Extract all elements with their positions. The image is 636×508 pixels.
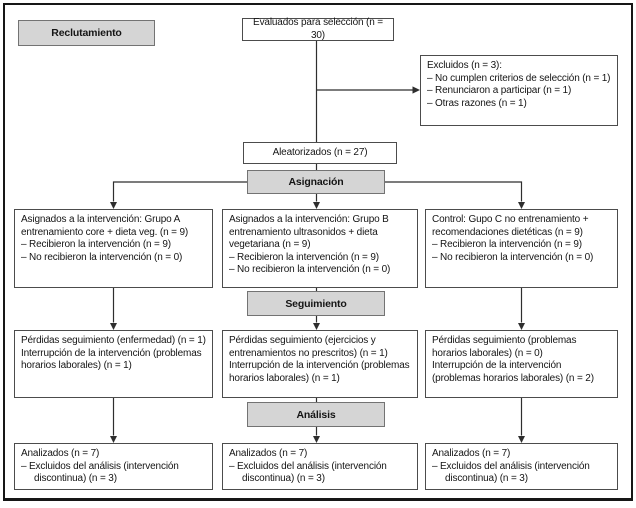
- followup-c-line: Interrupción de la intervención (problemas horarios laborales) (n = 2): [432, 360, 594, 384]
- group-a-title: Asignados a la intervención: Grupo A entrenamiento core + dieta veg. (n = 9): [21, 214, 189, 238]
- arrowhead-group-a: [110, 202, 117, 209]
- excluded-item: – Renunciaron a participar (n = 1): [427, 85, 572, 97]
- box-analyzed-c: [425, 443, 618, 490]
- box-followup-b: [222, 330, 418, 398]
- group-c-title: Control: Gupo C no entrenamiento + recomendaciones dietéticas (n = 9): [432, 214, 589, 238]
- group-a-item: – Recibieron la intervención (n = 9): [21, 239, 171, 251]
- arrowhead-followup-b: [313, 323, 320, 330]
- followup-c-line: Pérdidas seguimiento (problemas horarios laborales) (n = 0): [432, 335, 577, 359]
- group-b-item: – No recibieron la intervención (n = 0): [229, 264, 391, 276]
- arrowhead-followup-c: [518, 323, 525, 330]
- box-excluded: [420, 55, 618, 126]
- analyzed-a-title: Analizados (n = 7): [21, 448, 100, 459]
- followup-b-line: Pérdidas seguimiento (ejercicios y entrenamientos no prescritos) (n = 1): [229, 335, 388, 359]
- excluded-item: – No cumplen criterios de selección (n = 1): [427, 72, 611, 84]
- arrowhead-followup-a: [110, 323, 117, 330]
- box-evaluated: Evaluados para selección (n = 30): [242, 18, 394, 41]
- stage-assignment: Asignación: [247, 170, 385, 194]
- box-analyzed-b: [222, 443, 418, 490]
- group-c-item: – No recibieron la intervención (n = 0): [432, 251, 594, 263]
- arrowhead-analyzed-a: [110, 436, 117, 443]
- group-b-item: – Recibieron la intervención (n = 9): [229, 251, 379, 263]
- group-a-item: – No recibieron la intervención (n = 0): [21, 251, 183, 263]
- box-group-b: [222, 209, 418, 288]
- followup-b-line: Interrupción de la intervención (problemas horarios laborales) (n = 1): [229, 360, 410, 384]
- stage-analysis: Análisis: [247, 402, 385, 427]
- stage-recruitment: Reclutamiento: [18, 20, 155, 46]
- box-followup-c: [425, 330, 618, 398]
- connector-assignment-group-a: [114, 182, 249, 202]
- stage-follow-up: Seguimiento: [247, 291, 385, 316]
- box-randomized: Aleatorizados (n = 27): [243, 142, 397, 164]
- analyzed-b-title: Analizados (n = 7): [229, 448, 308, 459]
- analyzed-c-title: Analizados (n = 7): [432, 448, 511, 459]
- excluded-item: – Otras razones (n = 1): [427, 97, 527, 109]
- arrowhead-excluded: [413, 86, 421, 93]
- box-group-a: [14, 209, 213, 288]
- excluded-title: Excluidos (n = 3):: [427, 60, 502, 71]
- analyzed-c-item: – Excluidos del análisis (intervención discontinua) (n = 3): [432, 460, 590, 485]
- connector-assignment-group-c: [384, 182, 522, 202]
- arrowhead-analyzed-b: [313, 436, 320, 443]
- arrowhead-analyzed-c: [518, 436, 525, 443]
- analyzed-b-item: – Excluidos del análisis (intervención discontinua) (n = 3): [229, 460, 387, 485]
- group-b-title: Asignados a la intervención: Grupo B entrenamiento ultrasonidos + dieta vegetariana (n = 9): [229, 214, 389, 251]
- arrowhead-group-b: [313, 202, 320, 209]
- box-followup-a: [14, 330, 213, 398]
- box-group-c: [425, 209, 618, 288]
- followup-a-line: Pérdidas seguimiento (enfermedad) (n = 1): [21, 335, 206, 346]
- followup-a-line: Interrupción de la intervención (problemas horarios laborales) (n = 1): [21, 347, 202, 372]
- group-c-item: – Recibieron la intervención (n = 9): [432, 239, 582, 251]
- analyzed-a-item: – Excluidos del análisis (intervención discontinua) (n = 3): [21, 460, 179, 485]
- box-analyzed-a: [14, 443, 213, 490]
- arrowhead-group-c: [518, 202, 525, 209]
